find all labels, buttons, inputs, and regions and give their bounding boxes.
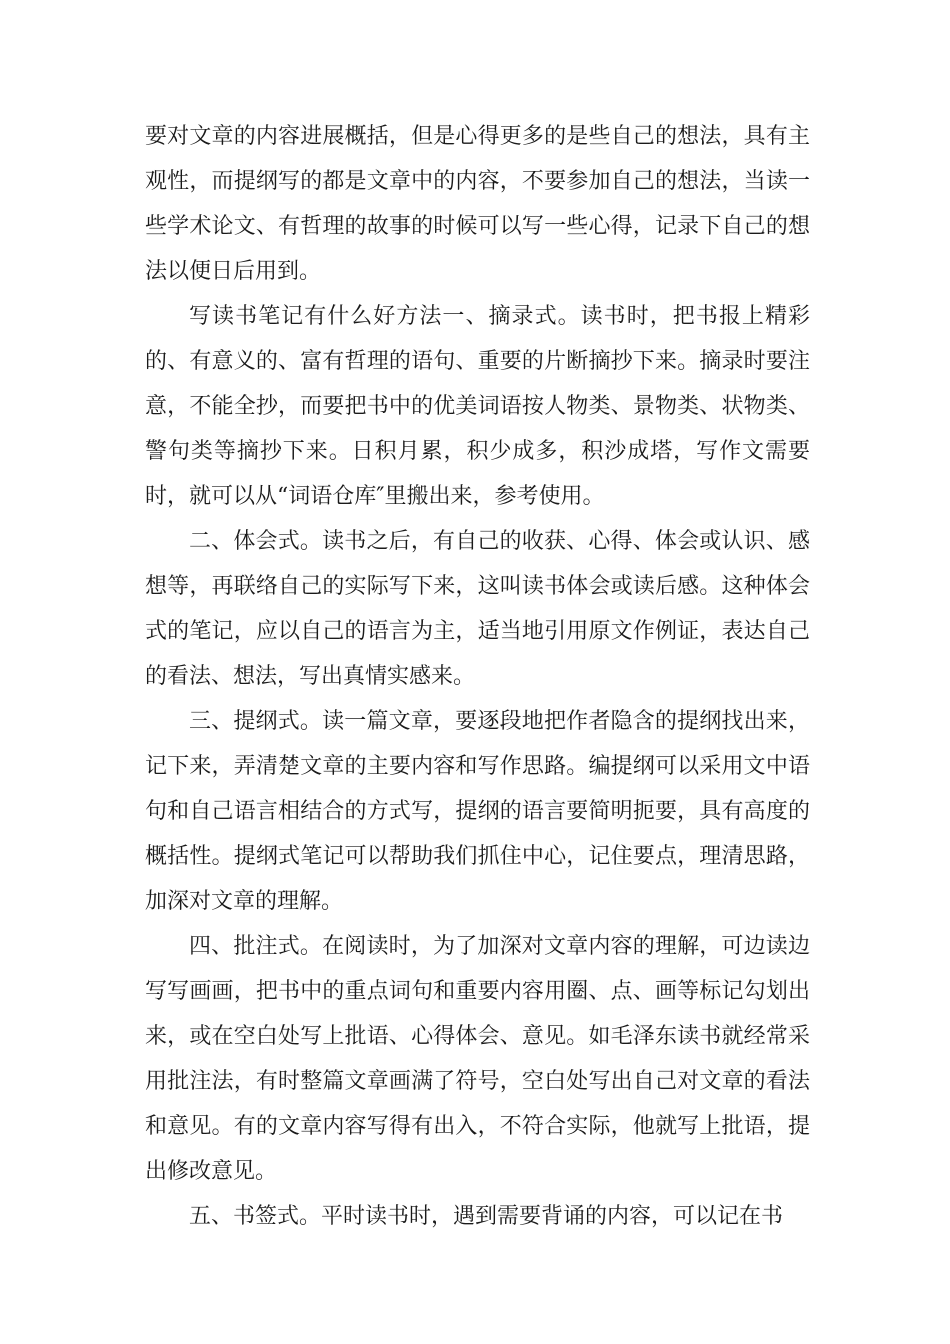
- paragraph-2: 写读书笔记有什么好方法一、摘录式。读书时，把书报上精彩的、有意义的、富有哲理的语句、重要的片断摘抄下来。摘录时要注意，不能全抄，而要把书中的优美词语按人物类、景物类、状物类、警句类等摘抄下来。日积月累，积少成多，积沙成塔，写作文需要时，就可以从“词语仓库″里搬出来，参考使用。: [145, 304, 810, 509]
- body-text: [145, 114, 810, 1239]
- paragraph-6: 五、书签式。平时读书时，遇到需要背诵的内容，可以记在书: [189, 1204, 784, 1229]
- paragraph-5: 四、批注式。在阅读时，为了加深对文章内容的理解，可边读边写写画画，把书中的重点词句和重要内容用圈、点、画等标记勾划出来，或在空白处写上批语、心得体会、意见。如毛泽东读书就经常采用批注法，有时整篇文章画满了符号，空白处写出自己对文章的看法和意见。有的文章内容写得有出入，不符合实际，他就写上批语，提出修改意见。: [145, 934, 810, 1184]
- paragraph-4: 三、提纲式。读一篇文章，要逐段地把作者隐含的提纲找出来，记下来，弄清楚文章的主要内容和写作思路。编提纲可以采用文中语句和自己语言相结合的方式写，提纲的语言要简明扼要，具有高度的概括性。提纲式笔记可以帮助我们抓住中心，记住要点，理清思路，加深对文章的理解。: [145, 709, 810, 914]
- paragraph-3: 二、体会式。读书之后，有自己的收获、心得、体会或认识、感想等，再联络自己的实际写下来，这叫读书体会或读后感。这种体会式的笔记，应以自己的语言为主，适当地引用原文作例证，表达自己的看法、想法，写出真情实感来。: [145, 529, 810, 689]
- paragraph-1: 要对文章的内容进展概括，但是心得更多的是些自己的想法，具有主观性，而提纲写的都是文章中的内容，不要参加自己的想法，当读一些学术论文、有哲理的故事的时候可以写一些心得，记录下自己的想法以便日后用到。: [145, 124, 810, 284]
